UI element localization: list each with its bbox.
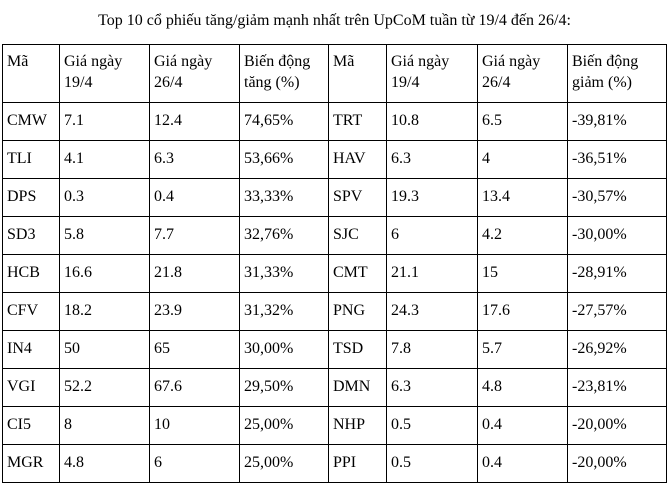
table-row	[3, 217, 667, 255]
header-ma-losers-line-1: Mã	[333, 53, 355, 70]
change-increase-cell: 25,00%	[240, 407, 329, 445]
header-price-26-4-losers	[478, 45, 568, 103]
table-row	[3, 103, 667, 141]
table-row	[3, 179, 667, 217]
header-price-26-4-losers-line-1: Giá ngày	[482, 53, 541, 70]
price-19-4-loser-cell: 21.1	[387, 255, 478, 293]
price-26-4-gainer-cell: 67.6	[150, 369, 240, 407]
ticker-loser-cell: NHP	[329, 407, 387, 445]
ticker-gainer-cell: VGI	[3, 369, 60, 407]
change-increase-cell: 74,65%	[240, 103, 329, 141]
price-26-4-loser-cell: 4	[478, 141, 568, 179]
change-decrease-cell: -20,00%	[568, 407, 667, 445]
price-26-4-gainer-cell: 21.8	[150, 255, 240, 293]
ticker-loser-cell: PPI	[329, 445, 387, 483]
price-19-4-loser-cell: 0.5	[387, 407, 478, 445]
price-19-4-gainer-cell: 5.8	[60, 217, 150, 255]
price-19-4-gainer-cell: 4.1	[60, 141, 150, 179]
price-19-4-loser-cell: 7.8	[387, 331, 478, 369]
price-26-4-loser-cell: 4.8	[478, 369, 568, 407]
header-price-19-4-gainers-line-1: Giá ngày	[64, 53, 123, 70]
ticker-gainer-cell: HCB	[3, 255, 60, 293]
header-price-19-4-gainers-line-2: 19/4	[64, 74, 93, 91]
ticker-loser-cell: HAV	[329, 141, 387, 179]
page-title: Top 10 cổ phiếu tăng/giảm mạnh nhất trên UpCoM tuần từ 19/4 đến 26/4:	[98, 12, 571, 29]
price-26-4-loser-cell: 6.5	[478, 103, 568, 141]
change-increase-cell: 31,32%	[240, 293, 329, 331]
price-19-4-loser-cell: 24.3	[387, 293, 478, 331]
price-26-4-loser-cell: 5.7	[478, 331, 568, 369]
ticker-gainer-cell: CFV	[3, 293, 60, 331]
price-19-4-gainer-cell: 4.8	[60, 445, 150, 483]
table-row	[3, 293, 667, 331]
header-change-increase-line-2: tăng (%)	[244, 74, 300, 91]
price-26-4-loser-cell: 0.4	[478, 407, 568, 445]
ticker-gainer-cell: DPS	[3, 179, 60, 217]
ticker-loser-cell: DMN	[329, 369, 387, 407]
price-19-4-loser-cell: 6.3	[387, 369, 478, 407]
change-decrease-cell: -36,51%	[568, 141, 667, 179]
header-change-decrease-line-1: Biến động	[572, 53, 639, 70]
change-decrease-cell: -23,81%	[568, 369, 667, 407]
header-price-26-4-gainers-line-2: 26/4	[154, 74, 183, 91]
price-19-4-gainer-cell: 0.3	[60, 179, 150, 217]
price-19-4-gainer-cell: 7.1	[60, 103, 150, 141]
table-row	[3, 407, 667, 445]
table-row	[3, 255, 667, 293]
price-19-4-gainer-cell: 18.2	[60, 293, 150, 331]
change-decrease-cell: -26,92%	[568, 331, 667, 369]
price-19-4-loser-cell: 19.3	[387, 179, 478, 217]
header-price-26-4-gainers	[150, 45, 240, 103]
change-decrease-cell: -27,57%	[568, 293, 667, 331]
price-19-4-loser-cell: 10.8	[387, 103, 478, 141]
change-decrease-cell: -28,91%	[568, 255, 667, 293]
stock-table	[2, 44, 667, 483]
header-change-increase	[240, 45, 329, 103]
price-26-4-gainer-cell: 23.9	[150, 293, 240, 331]
price-26-4-gainer-cell: 65	[150, 331, 240, 369]
price-26-4-loser-cell: 4.2	[478, 217, 568, 255]
ticker-loser-cell: SPV	[329, 179, 387, 217]
ticker-loser-cell: TSD	[329, 331, 387, 369]
table-row	[3, 369, 667, 407]
change-increase-cell: 31,33%	[240, 255, 329, 293]
price-26-4-gainer-cell: 12.4	[150, 103, 240, 141]
table-row	[3, 445, 667, 483]
price-26-4-loser-cell: 15	[478, 255, 568, 293]
price-26-4-gainer-cell: 6.3	[150, 141, 240, 179]
price-26-4-loser-cell: 13.4	[478, 179, 568, 217]
ticker-gainer-cell: MGR	[3, 445, 60, 483]
change-increase-cell: 25,00%	[240, 445, 329, 483]
change-increase-cell: 53,66%	[240, 141, 329, 179]
header-change-decrease-line-2: giảm (%)	[572, 74, 632, 91]
price-19-4-gainer-cell: 52.2	[60, 369, 150, 407]
price-19-4-gainer-cell: 16.6	[60, 255, 150, 293]
table-header	[3, 45, 667, 103]
ticker-loser-cell: SJC	[329, 217, 387, 255]
price-26-4-gainer-cell: 0.4	[150, 179, 240, 217]
price-26-4-loser-cell: 0.4	[478, 445, 568, 483]
price-19-4-loser-cell: 0.5	[387, 445, 478, 483]
header-price-26-4-gainers-line-1: Giá ngày	[154, 53, 213, 70]
change-decrease-cell: -30,57%	[568, 179, 667, 217]
table-row	[3, 331, 667, 369]
change-increase-cell: 32,76%	[240, 217, 329, 255]
price-26-4-gainer-cell: 10	[150, 407, 240, 445]
header-ma-losers	[329, 45, 387, 103]
change-decrease-cell: -20,00%	[568, 445, 667, 483]
change-decrease-cell: -39,81%	[568, 103, 667, 141]
ticker-gainer-cell: CI5	[3, 407, 60, 445]
ticker-gainer-cell: CMW	[3, 103, 60, 141]
header-price-19-4-losers	[387, 45, 478, 103]
header-ma-gainers	[3, 45, 60, 103]
header-price-19-4-losers-line-2: 19/4	[391, 74, 420, 91]
price-26-4-gainer-cell: 7.7	[150, 217, 240, 255]
price-19-4-gainer-cell: 50	[60, 331, 150, 369]
price-26-4-gainer-cell: 6	[150, 445, 240, 483]
table-body	[3, 103, 667, 483]
header-ma-gainers-line-1: Mã	[7, 53, 29, 70]
price-26-4-loser-cell: 17.6	[478, 293, 568, 331]
header-price-19-4-gainers	[60, 45, 150, 103]
change-decrease-cell: -30,00%	[568, 217, 667, 255]
ticker-gainer-cell: IN4	[3, 331, 60, 369]
ticker-loser-cell: TRT	[329, 103, 387, 141]
price-19-4-loser-cell: 6	[387, 217, 478, 255]
ticker-loser-cell: PNG	[329, 293, 387, 331]
ticker-gainer-cell: TLI	[3, 141, 60, 179]
header-change-decrease	[568, 45, 667, 103]
price-19-4-loser-cell: 6.3	[387, 141, 478, 179]
change-increase-cell: 29,50%	[240, 369, 329, 407]
change-increase-cell: 30,00%	[240, 331, 329, 369]
ticker-gainer-cell: SD3	[3, 217, 60, 255]
header-price-26-4-losers-line-2: 26/4	[482, 74, 511, 91]
header-row	[3, 45, 667, 103]
ticker-loser-cell: CMT	[329, 255, 387, 293]
change-increase-cell: 33,33%	[240, 179, 329, 217]
price-19-4-gainer-cell: 8	[60, 407, 150, 445]
table-row	[3, 141, 667, 179]
header-change-increase-line-1: Biến động	[244, 53, 311, 70]
header-price-19-4-losers-line-1: Giá ngày	[391, 53, 450, 70]
